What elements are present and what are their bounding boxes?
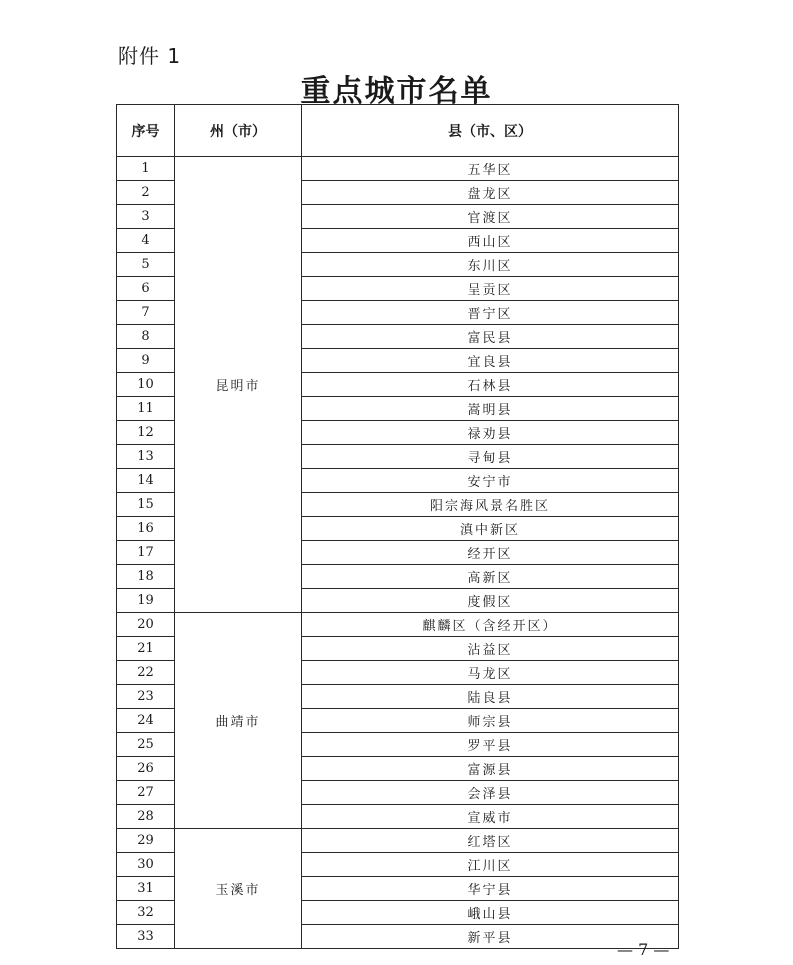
county-cell: 五华区 bbox=[302, 157, 679, 181]
county-cell: 晋宁区 bbox=[302, 301, 679, 325]
row-index: 25 bbox=[117, 733, 175, 757]
row-index: 26 bbox=[117, 757, 175, 781]
county-cell: 寻甸县 bbox=[302, 445, 679, 469]
county-cell: 嵩明县 bbox=[302, 397, 679, 421]
row-index: 2 bbox=[117, 181, 175, 205]
row-index: 13 bbox=[117, 445, 175, 469]
row-index: 32 bbox=[117, 901, 175, 925]
row-index: 5 bbox=[117, 253, 175, 277]
row-index: 22 bbox=[117, 661, 175, 685]
document-title: 重点城市名单 bbox=[300, 74, 493, 109]
row-index: 11 bbox=[117, 397, 175, 421]
row-index: 29 bbox=[117, 829, 175, 853]
county-cell: 罗平县 bbox=[302, 733, 679, 757]
county-cell: 峨山县 bbox=[302, 901, 679, 925]
county-cell: 官渡区 bbox=[302, 205, 679, 229]
county-cell: 宜良县 bbox=[302, 349, 679, 373]
row-index: 27 bbox=[117, 781, 175, 805]
county-cell: 石林县 bbox=[302, 373, 679, 397]
county-cell: 沾益区 bbox=[302, 637, 679, 661]
row-index: 10 bbox=[117, 373, 175, 397]
county-cell: 西山区 bbox=[302, 229, 679, 253]
row-index: 4 bbox=[117, 229, 175, 253]
county-cell: 富源县 bbox=[302, 757, 679, 781]
table-header-row bbox=[117, 105, 679, 157]
county-cell: 禄劝县 bbox=[302, 421, 679, 445]
row-index: 28 bbox=[117, 805, 175, 829]
row-index: 12 bbox=[117, 421, 175, 445]
county-cell: 红塔区 bbox=[302, 829, 679, 853]
county-cell: 度假区 bbox=[302, 589, 679, 613]
county-cell: 阳宗海风景名胜区 bbox=[302, 493, 679, 517]
row-index: 14 bbox=[117, 469, 175, 493]
header-index: 序号 bbox=[117, 105, 175, 157]
table-row bbox=[117, 613, 679, 637]
county-cell: 马龙区 bbox=[302, 661, 679, 685]
county-cell: 东川区 bbox=[302, 253, 679, 277]
county-cell: 会泽县 bbox=[302, 781, 679, 805]
row-index: 6 bbox=[117, 277, 175, 301]
county-cell: 陆良县 bbox=[302, 685, 679, 709]
row-index: 19 bbox=[117, 589, 175, 613]
county-cell: 华宁县 bbox=[302, 877, 679, 901]
row-index: 3 bbox=[117, 205, 175, 229]
row-index: 23 bbox=[117, 685, 175, 709]
county-cell: 盘龙区 bbox=[302, 181, 679, 205]
header-prefecture: 州（市） bbox=[175, 105, 302, 157]
county-cell: 安宁市 bbox=[302, 469, 679, 493]
prefecture-cell: 昆明市 bbox=[175, 157, 302, 613]
header-county: 县（市、区） bbox=[302, 105, 679, 157]
row-index: 18 bbox=[117, 565, 175, 589]
row-index: 16 bbox=[117, 517, 175, 541]
county-cell: 麒麟区（含经开区） bbox=[302, 613, 679, 637]
county-cell: 江川区 bbox=[302, 853, 679, 877]
city-list-table bbox=[116, 104, 679, 949]
row-index: 8 bbox=[117, 325, 175, 349]
row-index: 24 bbox=[117, 709, 175, 733]
county-cell: 呈贡区 bbox=[302, 277, 679, 301]
row-index: 7 bbox=[117, 301, 175, 325]
prefecture-cell: 曲靖市 bbox=[175, 613, 302, 829]
county-cell: 师宗县 bbox=[302, 709, 679, 733]
row-index: 30 bbox=[117, 853, 175, 877]
county-cell: 富民县 bbox=[302, 325, 679, 349]
row-index: 15 bbox=[117, 493, 175, 517]
county-cell: 经开区 bbox=[302, 541, 679, 565]
attachment-label: 附件 1 bbox=[118, 44, 182, 68]
page-number: — 7 — bbox=[617, 940, 670, 959]
row-index: 31 bbox=[117, 877, 175, 901]
prefecture-cell: 玉溪市 bbox=[175, 829, 302, 949]
table-row bbox=[117, 157, 679, 181]
row-index: 9 bbox=[117, 349, 175, 373]
county-cell: 高新区 bbox=[302, 565, 679, 589]
table-body bbox=[117, 157, 679, 949]
row-index: 17 bbox=[117, 541, 175, 565]
row-index: 21 bbox=[117, 637, 175, 661]
county-cell: 新平县 bbox=[302, 925, 679, 949]
row-index: 33 bbox=[117, 925, 175, 949]
county-cell: 滇中新区 bbox=[302, 517, 679, 541]
row-index: 20 bbox=[117, 613, 175, 637]
row-index: 1 bbox=[117, 157, 175, 181]
table-row bbox=[117, 829, 679, 853]
county-cell: 宣威市 bbox=[302, 805, 679, 829]
